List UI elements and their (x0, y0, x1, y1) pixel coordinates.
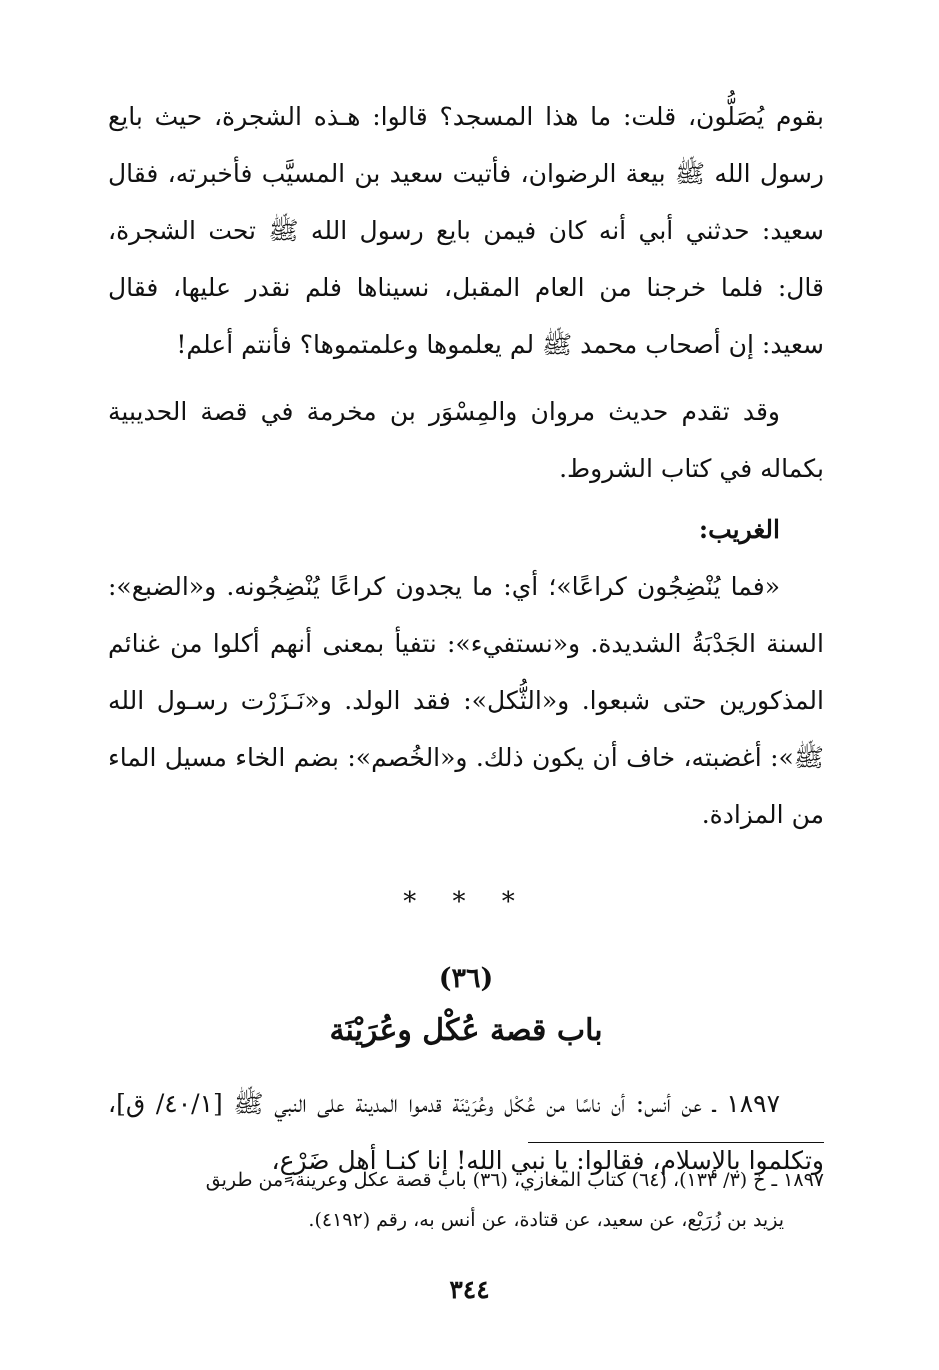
main-text (108, 88, 824, 1189)
gharib-explanation: «فما يُنْضِجُون كراعًا»؛ أي: ما يجدون كراعًا يُنْضِجُونه. و«الضبع»: السنة الجَدْبَةُ الشديدة. و«نستفيء»: نتفيأ بمعنى أنهم أكلوا من غنائم المذكورين حتى شبعوا. و«الثُّكل»: فقد الولد. و«نَـزَرْت رسـول الله ﷺ»: أغضبته، خاف أن يكون ذلك. و«الخُصم»: بضم الخاء مسيل الماء من المزادة. (108, 572, 824, 829)
section-separator: * * * (403, 887, 529, 917)
hadith-1897: ١٨٩٧ ـ عن أنس: أن ناسًا من عُكْل وعُرَيْنَة قدموا المدينة على النبي ﷺ [٤٠/١/ ق]، وتكلموا بالإسلام، فقالوا: يا نبي الله! إنا كنـا أهل ضَرْعٍ، (108, 1089, 824, 1175)
page-number: ٣٤٤ (449, 1275, 490, 1304)
chapter-number: (٣٦) (438, 963, 494, 994)
paragraph-hadith-continuation: بقوم يُصَلُّون، قلت: ما هذا المسجد؟ قالوا: هـذه الشجرة، حيث بايع رسول الله ﷺ بيعة الرضوان، فأتيت سعيد بن المسيَّب فأخبرته، فقال سعيد: حدثني أبي أنه كان فيمن بايع رسول الله ﷺ تحت الشجرة، قال: فلما خرجنا من العام المقبل، نسيناها فلم نقدر عليها، فقال سعيد: إن أصحاب محمد ﷺ لم يعلموها وعلمتموها؟ فأنتم أعلم! (108, 102, 824, 359)
chapter-title: باب قصة عُكْل وعُرَيْنَة (329, 1013, 603, 1048)
footnote-line-2: يزيد بن زُرَيْع، عن سعيد، عن قتادة، عن أنس به، رقم (٤١٩٢). (308, 1209, 784, 1231)
paragraph-reference-note: وقد تقدم حديث مروان والمِسْوَر بن مخرمة في قصة الحديبية بكماله في كتاب الشروط. (108, 397, 824, 483)
footnote-divider (528, 1142, 824, 1143)
footnotes (108, 1160, 824, 1240)
footnote-line-1: ١٨٩٧ ـ خ (٣/ ١٣٣)، (٦٤) كتاب المغازي، (٣٦) باب قصة عكل وعرينة، من طريق (205, 1169, 824, 1191)
gharib-heading: الغريب: (698, 515, 780, 544)
